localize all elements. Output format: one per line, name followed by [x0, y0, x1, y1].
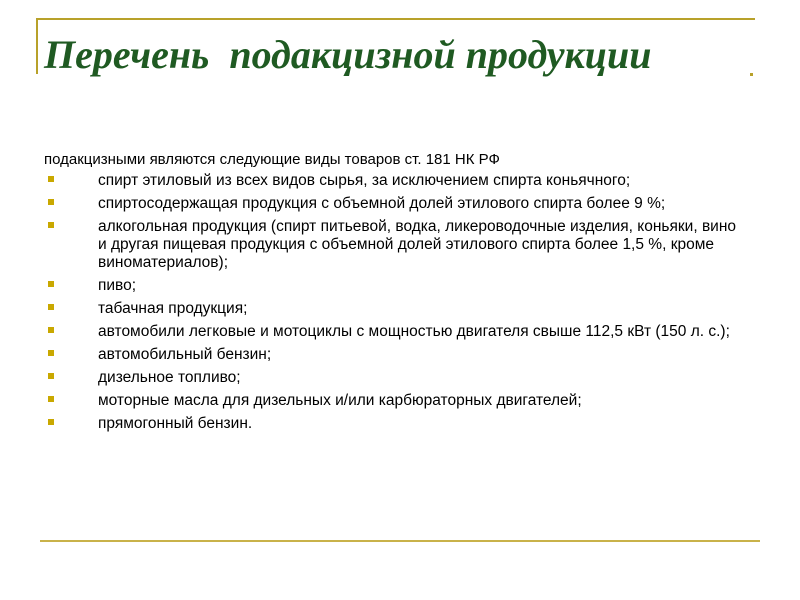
list-item [44, 172, 744, 190]
list-item-text: моторные масла для дизельных и/или карбюраторных двигателей; [98, 392, 582, 409]
square-bullet-icon [48, 327, 54, 333]
square-bullet-icon [48, 281, 54, 287]
corner-dot [750, 73, 753, 76]
list-item-text: автомобильный бензин; [98, 346, 272, 363]
excise-goods-list [44, 172, 744, 438]
list-item-text: алкогольная продукция (спирт питьевой, водка, ликероводочные изделия, коньяки, вино и другая пищевая продукция с объемной долей этилового спирта более 1,5 %, кроме виноматериалов); [98, 218, 737, 271]
list-item-text: дизельное топливо; [98, 369, 241, 386]
square-bullet-icon [48, 396, 54, 402]
list-item [44, 323, 744, 341]
square-bullet-icon [48, 419, 54, 425]
list-item-text: спирт этиловый из всех видов сырья, за исключением спирта коньячного; [98, 172, 631, 189]
square-bullet-icon [48, 199, 54, 205]
square-bullet-icon [48, 304, 54, 310]
list-item [44, 300, 744, 318]
list-item [44, 218, 744, 272]
intro-text: подакцизными являются следующие виды товаров ст. 181 НК РФ [44, 151, 500, 168]
list-item-text: прямогонный бензин. [98, 415, 253, 432]
bottom-divider [40, 540, 760, 542]
square-bullet-icon [48, 350, 54, 356]
list-item-text: автомобили легковые и мотоциклы с мощностью двигателя свыше 112,5 кВт (150 л. с.); [98, 323, 730, 340]
list-item-text: спиртосодержащая продукция с объемной долей этилового спирта более 9 %; [98, 195, 666, 212]
list-item [44, 346, 744, 364]
square-bullet-icon [48, 222, 54, 228]
top-divider [36, 18, 755, 20]
list-item [44, 392, 744, 410]
square-bullet-icon [48, 176, 54, 182]
list-item [44, 415, 744, 433]
list-item [44, 277, 744, 295]
left-divider [36, 18, 38, 74]
list-item-text: табачная продукция; [98, 300, 248, 317]
list-item-text: пиво; [98, 277, 137, 294]
list-item [44, 369, 744, 387]
slide-title: Перечень подакцизной продукции [44, 32, 652, 77]
square-bullet-icon [48, 373, 54, 379]
list-item [44, 195, 744, 213]
